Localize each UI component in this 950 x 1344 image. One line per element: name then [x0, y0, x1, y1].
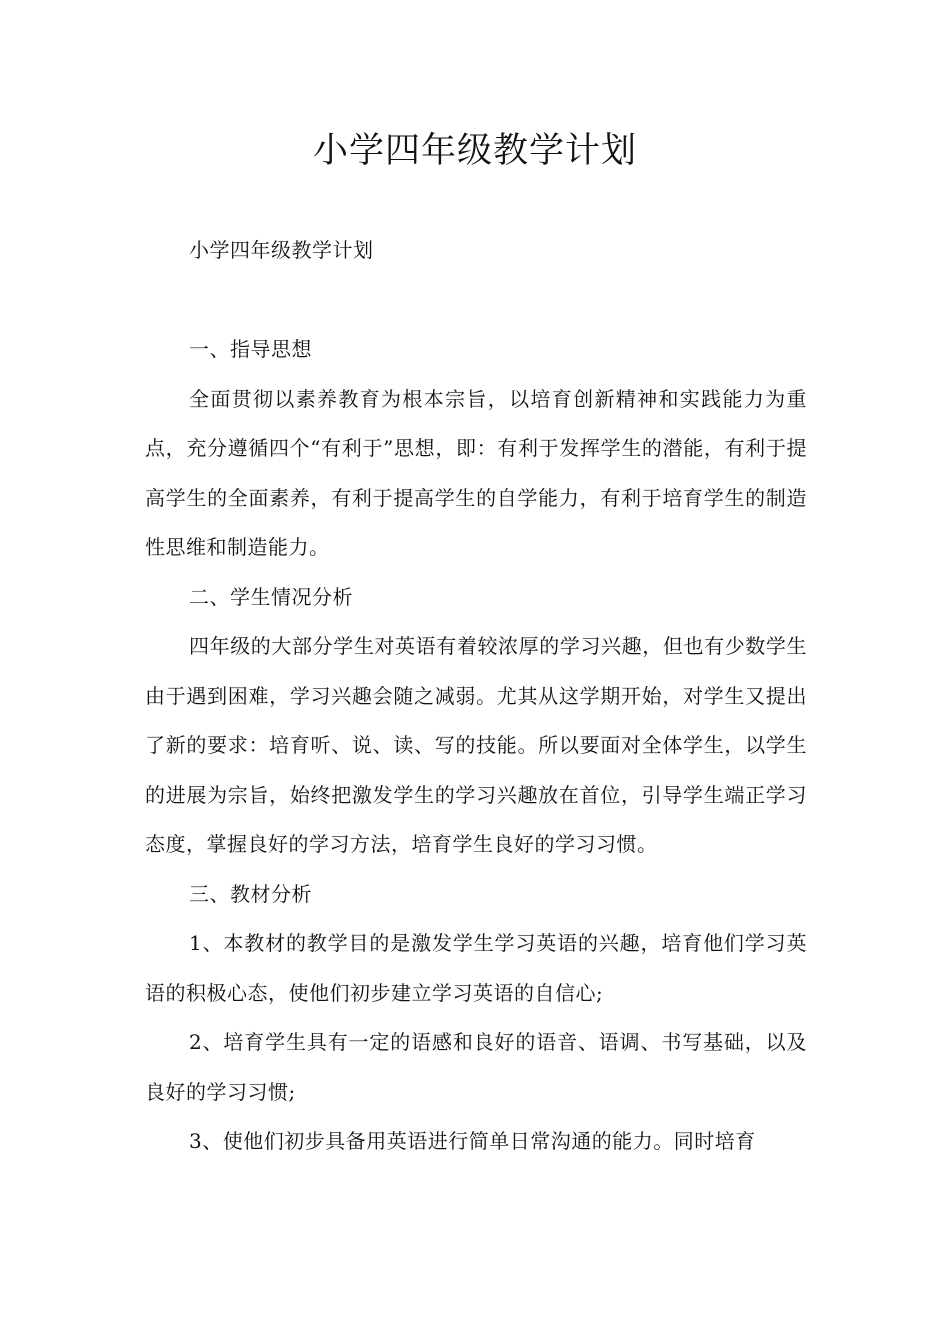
paragraph-textbook-item-3: 3、使他们初步具备用英语进行简单日常沟通的能力。同时培育 [189, 1129, 756, 1153]
blank-line [145, 276, 807, 326]
document-body [145, 226, 807, 1167]
paragraph-guiding-ideology: 全面贯彻以素养教育为根本宗旨，以培育创新精神和实践能力为重点，充分遵循四个“有利于”思想，即：有利于发挥学生的潜能，有利于提高学生的全面素养，有利于提高学生的自学能力，有利于培育学生的制造性思维和制造能力。 [145, 386, 807, 559]
document-subtitle: 小学四年级教学计划 [189, 238, 374, 262]
section-heading-textbook-analysis: 三、教材分析 [189, 881, 312, 906]
document-title: 小学四年级教学计划 [312, 131, 637, 171]
section-heading-guiding-ideology: 一、指导思想 [189, 337, 312, 361]
paragraph-student-analysis: 四年级的大部分学生对英语有着较浓厚的学习兴趣，但也有少数学生由于遇到困难，学习兴趣会随之减弱。尤其从这学期开始，对学生又提出了新的要求：培育听、说、读、写的技能。所以要面对全体学生，以学生的进展为宗旨，始终把激发学生的学习兴趣放在首位，引导学生端正学习态度，掌握良好的学习方法，培育学生良好的学习习惯。 [145, 634, 807, 856]
paragraph-textbook-item-2: 2、培育学生具有一定的语感和良好的语音、语调、书写基础，以及良好的学习习惯; [145, 1030, 807, 1104]
paragraph-textbook-item-1: 1、本教材的教学目的是激发学生学习英语的兴趣，培育他们学习英语的积极心态，使他们初步建立学习英语的自信心; [145, 931, 807, 1005]
section-heading-student-analysis: 二、学生情况分析 [189, 584, 353, 609]
